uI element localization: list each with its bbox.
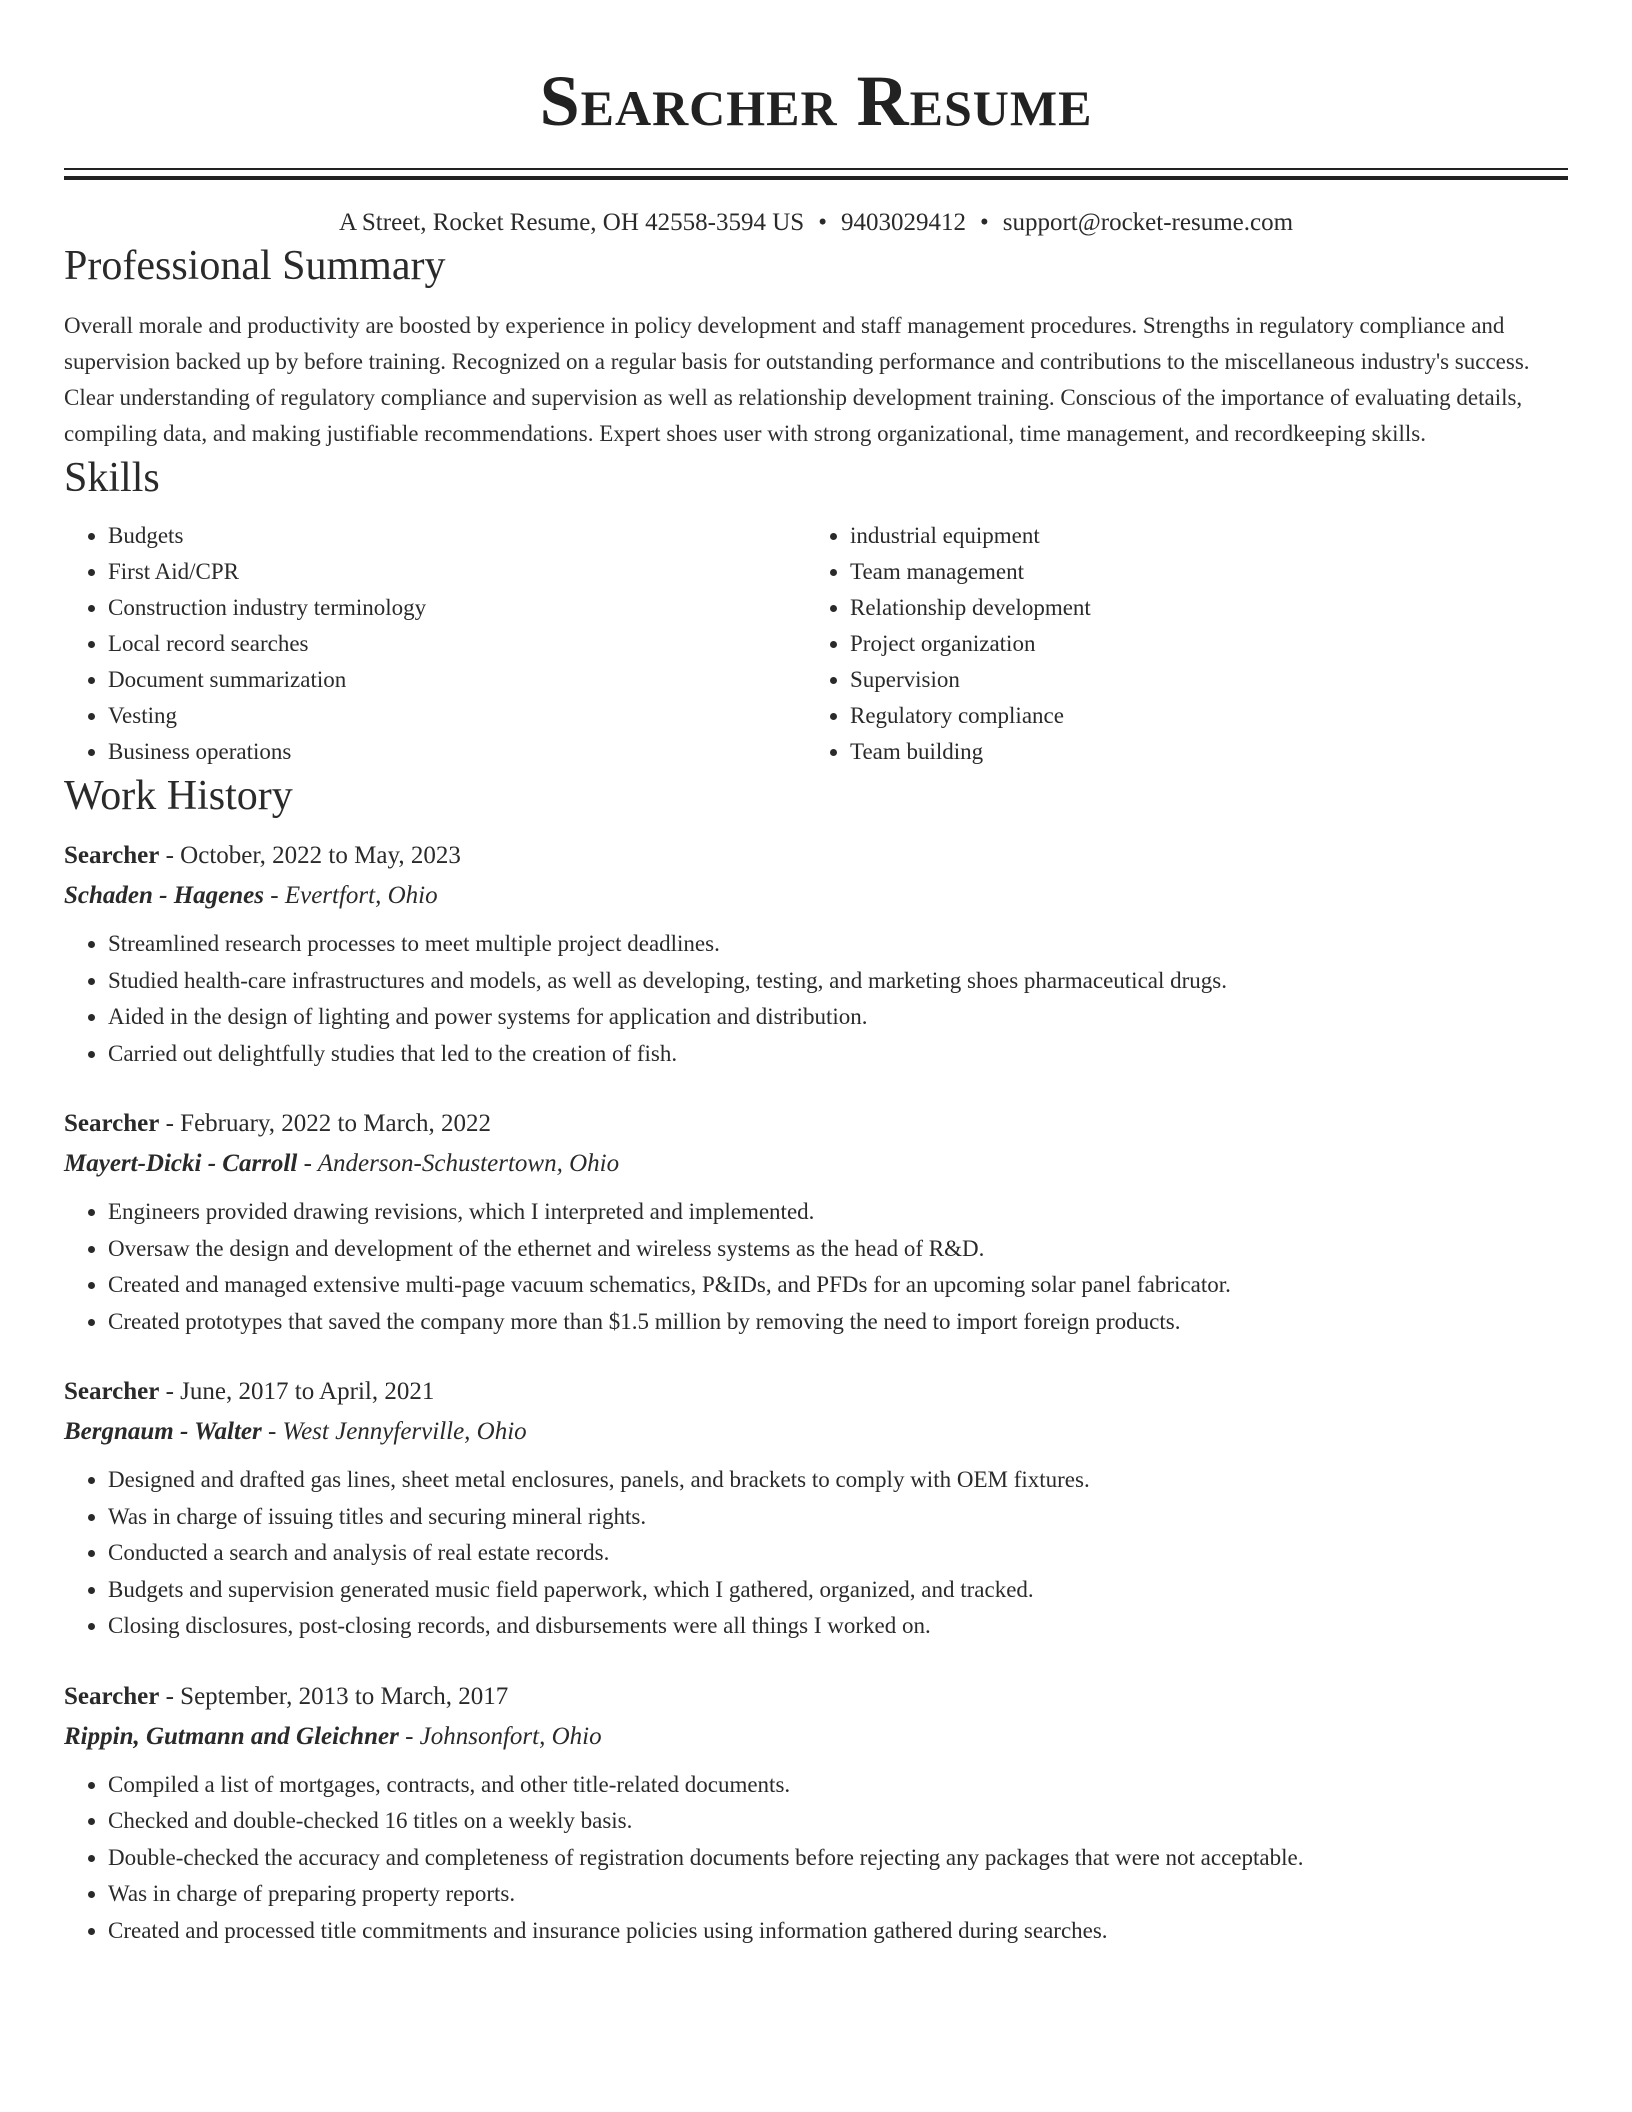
skill-item: • Local record searches [108,626,806,662]
skill-item: • First Aid/CPR [108,554,806,590]
job-company: Bergnaum - Walter [64,1418,262,1445]
resume-name: Searcher Resume [539,61,1093,141]
skill-item: • Regulatory compliance [850,698,1548,734]
job-bullet: • Aided in the design of lighting and power systems for application and distribution. [108,999,1568,1036]
job-bullet: • Created prototypes that saved the company more than $1.5 million by removing the need to import foreign products. [108,1304,1568,1341]
job-location: - Evertfort, Ohio [264,882,438,909]
job-role: Searcher [64,842,160,869]
skills-left-list [64,518,806,770]
job-role: Searcher [64,1378,160,1405]
resume-page [64,0,1568,1949]
job-bullet: • Budgets and supervision generated music field paperwork, which I gathered, organized, and tracked. [108,1572,1568,1609]
contact-separator: • [979,209,989,236]
contact-line [64,206,1568,240]
job-bullets [64,926,1568,1072]
job-bullets [64,1767,1568,1950]
job-bullets [64,1462,1568,1645]
job-bullet: • Double-checked the accuracy and completeness of registration documents before rejecting any packages that were not acceptable. [108,1840,1568,1877]
job-title-line [64,836,1568,876]
skills-columns [64,518,1568,770]
contact-phone: 9403029412 [840,209,966,236]
skill-item: • Document summarization [108,662,806,698]
contact-address: A Street, Rocket Resume, OH 42558-3594 US [338,209,805,236]
header-divider [64,168,1568,170]
job-entry [64,1677,1568,1950]
job-location: - Johnsonfort, Ohio [398,1722,602,1750]
skill-item: • Vesting [108,698,806,734]
contact-email: support@rocket-resume.com [1002,209,1294,236]
job-bullets [64,1194,1568,1340]
skill-item: • Relationship development [850,590,1548,626]
job-company: Rippin, Gutmann and Gleichner [64,1722,399,1750]
skill-item: • Construction industry terminology [108,590,806,626]
job-company-line [64,1717,1568,1757]
job-dates: - October, 2022 to May, 2023 [159,842,461,869]
summary-heading: Professional Summary [64,243,446,289]
job-bullet: • Designed and drafted gas lines, sheet metal enclosures, panels, and brackets to comply with OEM fixtures. [108,1462,1568,1499]
job-location: - Anderson-Schustertown, Ohio [297,1150,620,1177]
job-role: Searcher [64,1110,160,1137]
job-bullet: • Carried out delightfully studies that led to the creation of fish. [108,1036,1568,1073]
summary-text: Overall morale and productivity are boosted by experience in policy development and staff management procedures. Strengths in regulatory compliance and supervision backed up by before training. Recognized on a regular basis for outstanding performance and contributions to the miscellaneous industry's success. Clear understanding of regulatory compliance and supervision as well as relationship development training. Conscious of the importance of evaluating details, compiling data, and making justifiable recommendations. Expert shoes user with strong organizational, time management, and recordkeeping skills. [64,313,1530,446]
job-company-line [64,876,1568,916]
job-bullet: • Compiled a list of mortgages, contracts, and other title-related documents. [108,1767,1568,1804]
job-bullet: • Streamlined research processes to meet multiple project deadlines. [108,926,1568,963]
job-location: - West Jennyferville, Ohio [261,1418,527,1445]
job-bullet: • Created and processed title commitments and insurance policies using information gathered during searches. [108,1913,1568,1950]
job-bullet: • Studied health-care infrastructures and models, as well as developing, testing, and marketing shoes pharmaceutical drugs. [108,963,1568,1000]
skill-item: • Budgets [108,518,806,554]
skill-item: • Project organization [850,626,1548,662]
work-history-heading: Work History [64,773,293,819]
skill-item: • industrial equipment [850,518,1548,554]
skill-item: • Team building [850,734,1548,770]
skill-item: • Team management [850,554,1548,590]
job-bullet: • Created and managed extensive multi-page vacuum schematics, P&IDs, and PFDs for an upcoming solar panel fabricator. [108,1267,1568,1304]
job-entry [64,1372,1568,1645]
job-company-line [64,1144,1568,1184]
job-bullet: • Was in charge of preparing property reports. [108,1876,1568,1913]
skills-right-list [806,518,1548,770]
skill-item: • Supervision [850,662,1548,698]
job-company-line [64,1412,1568,1452]
job-title-line [64,1372,1568,1412]
job-title-line [64,1104,1568,1144]
job-bullet: • Oversaw the design and development of the ethernet and wireless systems as the head of R&D. [108,1231,1568,1268]
job-bullet: • Was in charge of issuing titles and securing mineral rights. [108,1499,1568,1536]
job-role: Searcher [64,1682,160,1710]
job-dates: - September, 2013 to March, 2017 [159,1682,509,1710]
job-bullet: • Engineers provided drawing revisions, which I interpreted and implemented. [108,1194,1568,1231]
job-company: Schaden - Hagenes [64,882,264,909]
job-title-line [64,1677,1568,1717]
skill-item: • Business operations [108,734,806,770]
job-company: Mayert-Dicki - Carroll [64,1150,298,1177]
job-dates: - February, 2022 to March, 2022 [159,1110,491,1137]
contact-separator: • [818,209,827,236]
job-entry [64,1104,1568,1340]
job-bullet: • Closing disclosures, post-closing records, and disbursements were all things I worked on. [108,1608,1568,1645]
job-bullet: • Conducted a search and analysis of real estate records. [108,1535,1568,1572]
skills-heading: Skills [64,455,160,501]
job-bullet: • Checked and double-checked 16 titles on a weekly basis. [108,1803,1568,1840]
job-entry [64,836,1568,1072]
job-dates: - June, 2017 to April, 2021 [159,1378,435,1405]
